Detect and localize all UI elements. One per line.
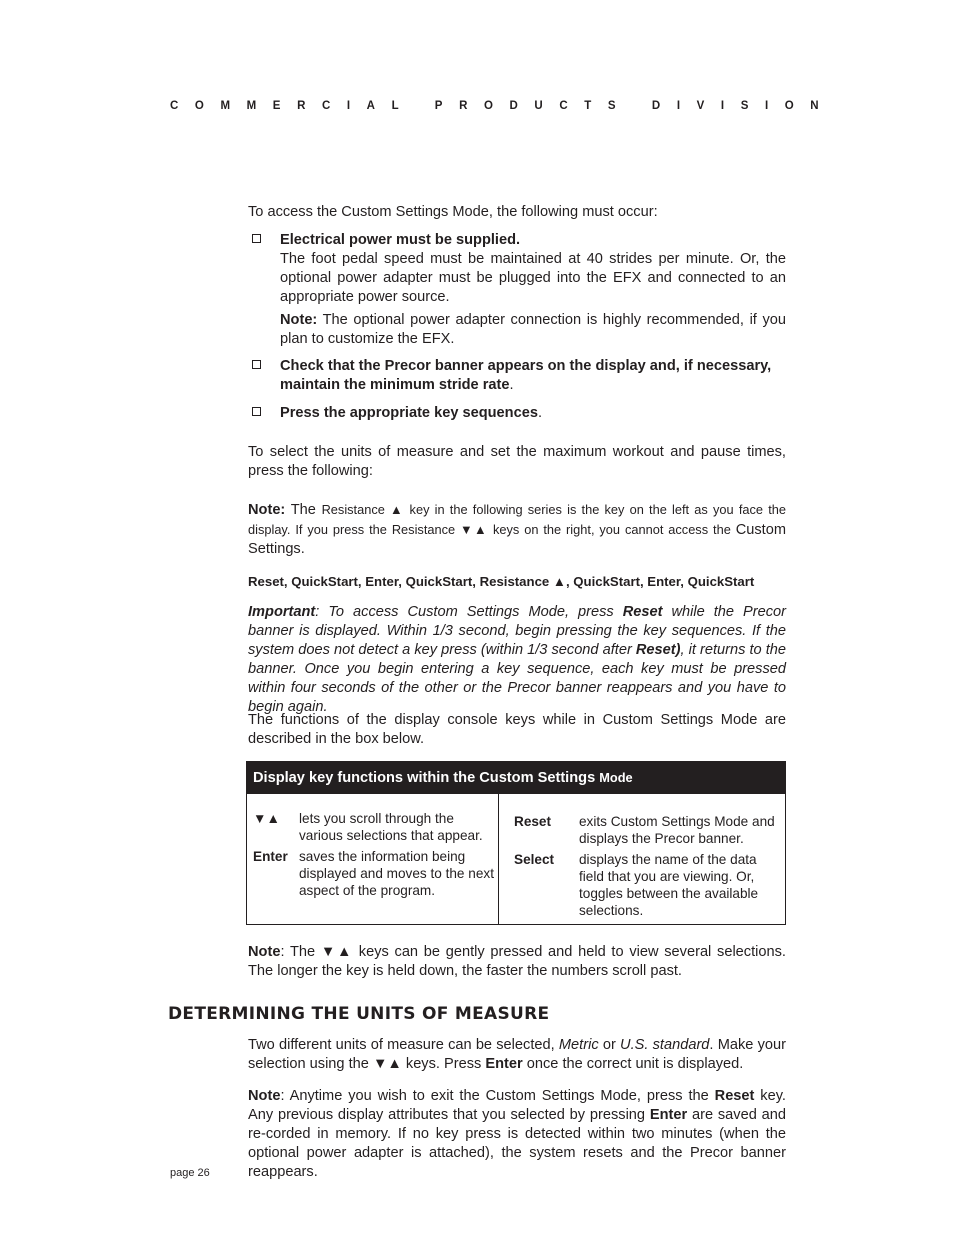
key-reset-desc: exits Custom Settings Mode and displays the Precor banner. [579, 814, 775, 846]
important-note: Important: To access Custom Settings Mode, press Reset while the Precor banner is displayed. Within 1/3 second, begin pressing the key sequences. If the system does not detect a key press (within 1/3 second after Reset), it returns to the banner. Once you begin entering a key sequence, each key must be pressed within four seconds of the other or the Precor banner reappears and you have to begin again. [248, 604, 786, 715]
key-enter-desc: saves the information being displayed and moves to the next aspect of the program. [299, 849, 494, 898]
condition-title: Press the appropriate key sequences. [280, 405, 543, 421]
key-arrows-desc: lets you scroll through the various selections that appear. [299, 811, 483, 843]
condition-body: The foot pedal speed must be maintained at 40 strides per minute. Or, the optional power adapter must be plugged into the EFX and connected to an appropriate power source. [280, 251, 786, 305]
exit-note: Note: Anytime you wish to exit the Custom Settings Mode, press the Reset key. Any previous display attributes that you selected by pressing Enter are saved and re-corded in memory. If no key press is detected within two minutes (when the optional power adapter is attached), the system resets and the Precor banner reappears. [248, 1088, 786, 1180]
resistance-note: Note: The Resistance ▲ key in the following series is the key on the left as you face the display. If you press the Resistance ▼▲ keys on the right, you cannot access the Custom Settings. [248, 502, 786, 557]
key-select-desc: displays the name of the data field that you are viewing. Or, toggles between the available selections. [579, 852, 759, 918]
condition-item-keys [252, 404, 786, 423]
units-paragraph: Two different units of measure can be selected, Metric or U.S. standard. Make your selection using the ▼▲ keys. Press Enter once the correct unit is displayed. [248, 1037, 786, 1072]
key-sequence: Reset, QuickStart, Enter, QuickStart, Resistance ▲, QuickStart, Enter, QuickStart [248, 574, 755, 589]
condition-item-banner [252, 357, 786, 395]
checkbox-bullet-icon [252, 407, 261, 416]
select-units-text: To select the units of measure and set the maximum workout and pause times, press the following: [248, 444, 786, 479]
page-number: page 26 [170, 1167, 210, 1179]
functions-text: The functions of the display console keys while in Custom Settings Mode are described in the box below. [248, 712, 786, 747]
key-select-label: Select [514, 852, 555, 867]
section-heading: DETERMINING THE UNITS OF MEASURE [168, 1004, 550, 1024]
key-arrows-label: ▼▲ [253, 811, 280, 826]
table-title: Display key functions within the Custom Settings Mode [247, 762, 785, 794]
checkbox-bullet-icon [252, 234, 261, 243]
condition-title: Check that the Precor banner appears on the display and, if necessary, maintain the minimum stride rate. [280, 358, 772, 393]
condition-item-power [252, 231, 786, 349]
checkbox-bullet-icon [252, 360, 261, 369]
table-divider [498, 794, 499, 924]
key-enter-label: Enter [253, 849, 288, 864]
condition-title: Electrical power must be supplied. [280, 232, 521, 248]
running-head: COMMERCIAL PRODUCTS DIVISION [170, 100, 836, 112]
scroll-note: Note: The ▼▲ keys can be gently pressed and held to view several selections. The longer the key is held down, the faster the numbers scroll past. [248, 944, 786, 979]
key-reset-label: Reset [514, 814, 552, 829]
power-note: Note: The optional power adapter connection is highly recommended, if you plan to customize the EFX. [280, 312, 786, 347]
key-functions-table [246, 761, 786, 925]
intro-text: To access the Custom Settings Mode, the following must occur: [248, 204, 658, 220]
